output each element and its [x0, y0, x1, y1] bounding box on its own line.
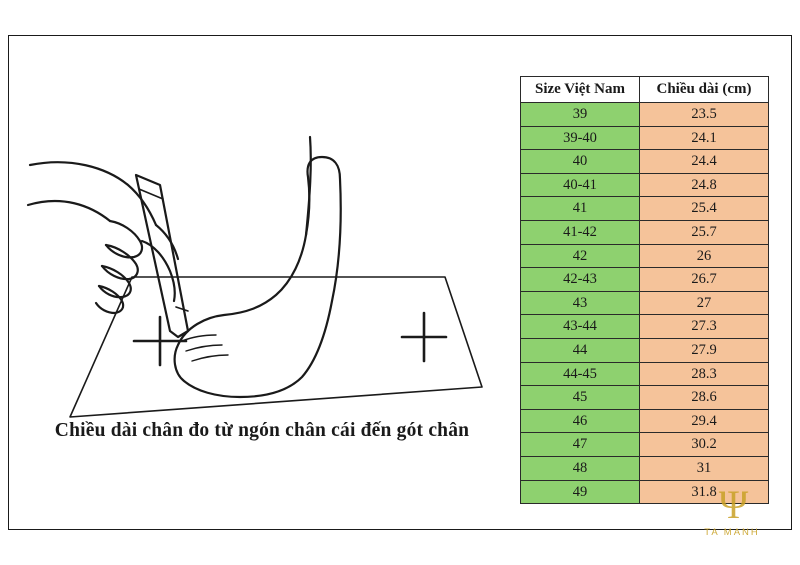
cell-size: 49: [521, 480, 640, 504]
cell-length: 25.7: [640, 220, 769, 244]
cell-size: 43: [521, 291, 640, 315]
size-chart-table: [520, 76, 769, 504]
cell-size: 45: [521, 386, 640, 410]
cell-length: 27.9: [640, 338, 769, 362]
table-row: [521, 220, 769, 244]
cell-length: 28.6: [640, 386, 769, 410]
cell-size: 46: [521, 409, 640, 433]
cell-length: 25.4: [640, 197, 769, 221]
cell-length: 26: [640, 244, 769, 268]
watermark-logo: [686, 483, 778, 557]
table-row: [521, 291, 769, 315]
cell-length: 27.3: [640, 315, 769, 339]
cell-length: 24.8: [640, 173, 769, 197]
cell-size: 44-45: [521, 362, 640, 386]
cell-length: 31.8: [640, 480, 769, 504]
table-body: [521, 103, 769, 504]
cell-size: 42-43: [521, 268, 640, 292]
table-row: [521, 150, 769, 174]
table-row: [521, 197, 769, 221]
cell-size: 48: [521, 456, 640, 480]
table-row: [521, 173, 769, 197]
cell-length: 29.4: [640, 409, 769, 433]
table-row: [521, 126, 769, 150]
cell-length: 23.5: [640, 103, 769, 127]
cell-length: 31: [640, 456, 769, 480]
illustration-caption: Chiều dài chân đo từ ngón chân cái đến gót chân: [54, 420, 470, 441]
column-header-length: Chiều dài (cm): [640, 77, 769, 103]
table-row: [521, 244, 769, 268]
cell-size: 47: [521, 433, 640, 457]
watermark-mark: Ψ: [718, 482, 746, 527]
table-row: [521, 433, 769, 457]
column-header-size: Size Việt Nam: [521, 77, 640, 103]
illustration-svg: [10, 45, 510, 465]
cell-length: 26.7: [640, 268, 769, 292]
mark-heel: [402, 313, 446, 361]
table-row: [521, 315, 769, 339]
watermark-text: TA MANH: [704, 527, 760, 538]
table-header-row: [521, 77, 769, 103]
cell-size: 41-42: [521, 220, 640, 244]
cell-size: 39-40: [521, 126, 640, 150]
cell-length: 24.1: [640, 126, 769, 150]
cell-length: 24.4: [640, 150, 769, 174]
cell-size: 43-44: [521, 315, 640, 339]
table-row: [521, 456, 769, 480]
cell-length: 30.2: [640, 433, 769, 457]
table-row: [521, 362, 769, 386]
table-row: [521, 338, 769, 362]
mark-toe: [134, 317, 186, 365]
table-row: [521, 386, 769, 410]
cell-size: 41: [521, 197, 640, 221]
foot-measuring-illustration: [10, 45, 510, 465]
cell-size: 40-41: [521, 173, 640, 197]
cell-length: 28.3: [640, 362, 769, 386]
cell-length: 27: [640, 291, 769, 315]
paper-sheet: [70, 277, 482, 417]
cell-size: 39: [521, 103, 640, 127]
cell-size: 42: [521, 244, 640, 268]
table-row: [521, 268, 769, 292]
table-row: [521, 103, 769, 127]
cell-size: 44: [521, 338, 640, 362]
table-row: [521, 409, 769, 433]
cell-size: 40: [521, 150, 640, 174]
